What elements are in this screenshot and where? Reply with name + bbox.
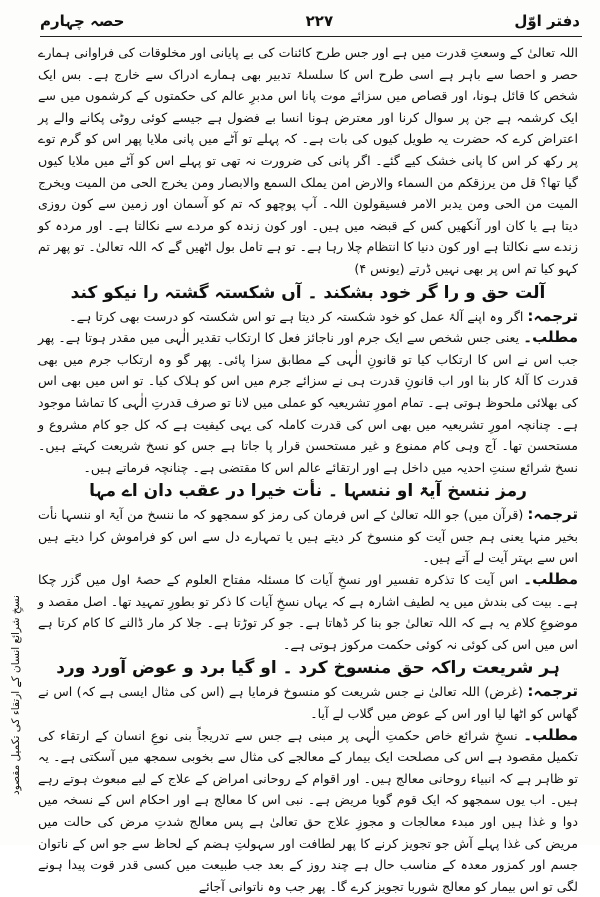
- translation-paragraph: [38, 504, 578, 569]
- explanation-text: نسخِ شرائع خاص حکمتِ الٰہی پر مبنی ہے جس سے تدریجاً بنی نوعِ انسان کے ارتقاء کی تکمیل مقصود ہے اس کی مصلحت ایک بیمار کے معالجے کی مثال سے بخوبی سمجھ میں آسکتی ہے۔ یہ تو ظاہر ہے کہ انبیاء روحانی معالج ہیں۔ اور اقوام کے روحانی امراض کے علاج کے لیے مبعوث ہوتے رہے ہیں۔ اب یوں سمجھو کہ ایک قوم گویا مریض ہے۔ نبی اس کا معالج ہے اور احکام اس کے نسخہ میں دوا و غذا ہیں اور مبدء معالجات و مجوزِ علاج حق تعالیٰ ہے پس معالج شدتِ مرض کی حالت میں مریض کی غذا پہلے آش جو تجویز کرنے کا پھر لطافت اور سہولتِ ہضم کے لحاظ سے جو اس کے ناتوان جسم اور کمزور معدہ کے مناسب حال ہے چند روز کے بعد جب طبیعت میں کسی قدر قوت پیدا ہونے لگی تو اس بیمار کو معالج شوربا تجویز کرے گا۔ پھر جب وہ ناتوانی آجائے: [38, 727, 578, 894]
- persian-verse: ہر شریعت راکہ حق منسوخ کرد ۔ او گیا برد و عوض آورد ورد: [56, 658, 560, 679]
- page-header: [40, 8, 580, 34]
- translation-label: ترجمہ:: [527, 505, 578, 524]
- explanation-text: یعنی جس شخص سے ایک جرم اور ناجائز فعل کا ارتکاب تقدیر الٰہی میں مقدر ہوتا ہے۔ پھر جب اس نے اس کا ارتکاب کیا تو قانونِ الٰہی کے مطابق سزا پائی۔ پھر گو وہ ارتکاب جرم میں بھی قدرت کا آلۂ کار بنا اور اب قانونِ قدرت ہی نے سزائے جرم میں اس کو ہلاک کیا۔ تو اس میں بھی اس کی بھلائی ملحوظ ہوتی ہے۔ تمام امورِ تشریعیہ کو عملی میں لانا تو صرف قدرتِ الٰہی کا تماشا موجود ہے۔ چنانچہ امورِ تشریعیہ میں بھی اس کی قدرت کاملہ کی یہی کیفیت ہے کہ کل جو کام مشروع و مستحسن تھا۔ آج وہی کام ممنوع و غیر مستحسن قرار پا جاتا ہے جس کو نسخ شریعت کہتے ہیں۔ نسخ شرائع سنتِ احدیہ میں داخل ہے اور ارتقائے عالم اس کا مقتضی ہے۔ چنانچہ فرماتے ہیں۔: [38, 330, 578, 475]
- explanation-paragraph: [38, 725, 578, 897]
- translation-text: (قرآن میں) جو اللہ تعالیٰ کے اس فرمان کی رمز کو سمجھو کہ ما ننسخ من آیۃ او ننسہا نأت بخیر منہا یعنی ہم جس آیت کو منسوخ کر دیتے ہیں یا تمہارے دل سے اس کو فراموش کرا دیتے ہیں اس سے بہتر آیت لے آتے ہیں۔: [38, 507, 578, 566]
- page-number: ۲۲۷: [305, 12, 334, 30]
- main-text: [38, 42, 578, 894]
- persian-verse: آلت حق و را گر خود بشکند ۔ آں شکستہ گشتہ را نیکو کند: [70, 282, 546, 303]
- translation-paragraph: [38, 681, 578, 724]
- margin-note-text: نسخِ شرائع انسان کے ارتقاء کی تکمیل مقصود: [10, 595, 22, 795]
- explanation-label: مطلب۔: [523, 725, 578, 744]
- explanation-label: مطلب۔: [523, 328, 578, 347]
- header-divider: [40, 36, 582, 37]
- translation-text: اگر وہ اپنے آلۂ عمل کو خود شکستہ کر دیتا ہے تو اس شکستہ کو درست بھی کرتا ہے۔: [69, 308, 524, 324]
- explanation-paragraph: [38, 569, 578, 655]
- explanation-text: اس آیت کا تذکرہ تفسیر اور نسخِ آیات کا مسئلہ مفتاح العلوم کے حصۂ اول میں گزر چکا ہے۔ بیت کی بندش میں یہ لطیف اشارہ ہے کہ یہاں نسخِ آیات کا ذکر تو بطورِ تمہید تھا۔ اصل مقصد و موضوعِ کلام یہ ہے کہ اللہ تعالیٰ جو بنا کر ڈھاتا ہے۔ جو کر توڑتا ہے۔ جلا کر مار ڈالنے کا کام کرتا ہے اس میں اس کی کوئی نہ کوئی حکمت مرکوز ہوتی ہے۔: [38, 572, 578, 652]
- persian-verse: رمز ننسخ آیۃ او ننسہا ۔ نأت خیرا در عقب دان اے مہا: [89, 481, 527, 502]
- paragraph: اللہ تعالیٰ کے وسعتِ قدرت میں ہے اور جس طرح کائنات کی بے پایانی اور مخلوقات کی فراوانی ہمارے حصر و احصا سے باہر ہے اسی طرح اس کا سلسلۂ تدبیر بھی ہمارے ادراک سے خارج ہے۔ بس ایک شخص کا قائل ہونا، اور قصاص میں سزائے موت پانا اس مدبرِ عالم کی حکمتوں کے کرشموں میں سے ایک کرشمہ ہے جن پر سوال کرنا اور معترض ہونا انسا بے فضول ہے جیسے کوئی روٹی پکانے والے پر اعتراض کرے کہ حضرت یہ طویل کیوں کی بات ہے۔ کہ پہلے تو آٹے میں پانی ملایا پھر اس کو گرم توے پر رکھ کر اس کا پانی خشک کیے گئے۔ اگر پانی کی ضرورت نہ تھی تو پہلے اس کو آٹے میں ملایا کیوں گیا تھا؟ قل من یرزقکم من السماء والارض امن یملک السمع والابصار ومن یخرج الحی من المیت ویخرج المیت من الحی ومن یدبر الامر فسیقولون اللہ۔ آپ پوچھو کہ تم کو آسمان اور زمین سے کون روزی دیتا ہے یا کان اور آنکھیں کس کے قبضہ میں ہیں۔ اور کون زندہ کو مردے سے نکالتا ہے۔ اور مردہ کو زندے سے نکالتا ہے اور کون دنیا کا انتظام چلا رہا ہے۔ تو ہے تامل بول اٹھیں گے کہ اللہ تعالیٰ۔ تو پھر تم کہو کیا تم اس پر بھی نہیں ڈرتے (یونس ۴): [38, 45, 578, 276]
- section-title: حصہ چہارم: [40, 12, 125, 30]
- explanation-label: مطلب۔: [523, 570, 578, 589]
- margin-note: [2, 560, 30, 830]
- book-title: دفتر اوّل: [514, 12, 580, 30]
- translation-paragraph: [38, 306, 578, 328]
- translation-label: ترجمہ:: [527, 306, 578, 325]
- explanation-paragraph: [38, 327, 578, 478]
- translation-text: (غرض) اللہ تعالیٰ نے جس شریعت کو منسوخ فرمایا ہے (اس کی مثال ایسی ہے کہ) اس نے گھاس کو اٹھا لیا اور اس کے عوض میں گلاب لے آیا۔: [38, 684, 578, 722]
- translation-label: ترجمہ:: [527, 682, 578, 701]
